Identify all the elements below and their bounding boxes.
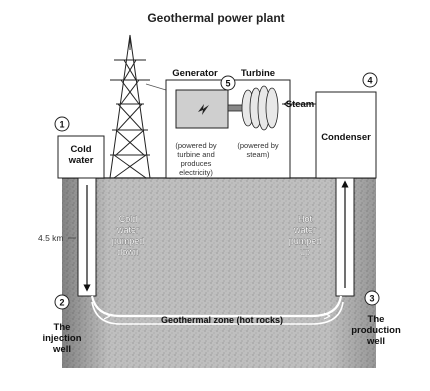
depth-label: 4.5 km — [38, 233, 64, 243]
cold-pumped-line-2: water — [116, 225, 140, 235]
hot-pumped-line-2: water — [293, 225, 317, 235]
turbine — [241, 68, 278, 130]
hot-pumped-line-1: Hot — [297, 214, 313, 224]
step-number-3: 3 — [369, 293, 375, 304]
cold-pumped-line-3: pumped — [111, 236, 145, 246]
pylon — [110, 35, 166, 178]
production-well-line-1: The — [367, 314, 385, 325]
geothermal-zone-label: Geothermal zone (hot rocks) — [160, 315, 284, 325]
production-well-line-2: production — [351, 325, 401, 336]
cold-water-label-2: water — [68, 155, 94, 166]
turbine-desc-line-2: steam) — [246, 150, 270, 159]
diagram-title: Geothermal power plant — [147, 11, 285, 25]
injection-well-line-1: The — [53, 322, 71, 333]
hot-pumped-line-3: pumped — [288, 236, 322, 246]
condenser-label: Condenser — [321, 132, 371, 143]
step-number-1: 1 — [59, 119, 65, 130]
step-marker-3 — [365, 291, 379, 305]
step-number-4: 4 — [367, 75, 373, 86]
steam-pipe — [282, 99, 316, 110]
production-well-pipe — [336, 178, 354, 296]
cold-water-tank — [58, 136, 104, 178]
steam-label: Steam — [285, 99, 315, 110]
cold-pumped-line-4: down — [117, 247, 139, 257]
step-marker-5 — [221, 76, 235, 90]
step-marker-4 — [363, 73, 377, 87]
generator-desc-line-2: turbine and — [177, 150, 215, 159]
step-number-5: 5 — [225, 78, 231, 89]
turbine-desc-line-1: (powered by — [237, 141, 279, 150]
generator — [172, 68, 231, 128]
injection-well-line-3: well — [53, 344, 71, 355]
injection-well-pipe — [78, 178, 96, 296]
step-number-2: 2 — [59, 297, 65, 308]
hot-pumped-line-4: up — [299, 247, 311, 257]
generator-description — [175, 141, 217, 177]
step-marker-1 — [55, 117, 69, 131]
step-marker-2 — [55, 295, 69, 309]
production-well-line-3: well — [367, 336, 385, 347]
generator-desc-line-4: electricity) — [179, 168, 213, 177]
injection-well-line-2: injection — [42, 333, 82, 344]
condenser — [316, 92, 376, 178]
generator-desc-line-1: (powered by — [175, 141, 217, 150]
cold-pumped-line-1: Cold — [118, 214, 138, 224]
turbine-label: Turbine — [240, 68, 276, 79]
generator-label: Generator — [172, 68, 218, 79]
cold-water-label-1: Cold — [70, 144, 92, 155]
generator-desc-line-3: produces — [180, 159, 212, 168]
ground — [62, 178, 376, 368]
